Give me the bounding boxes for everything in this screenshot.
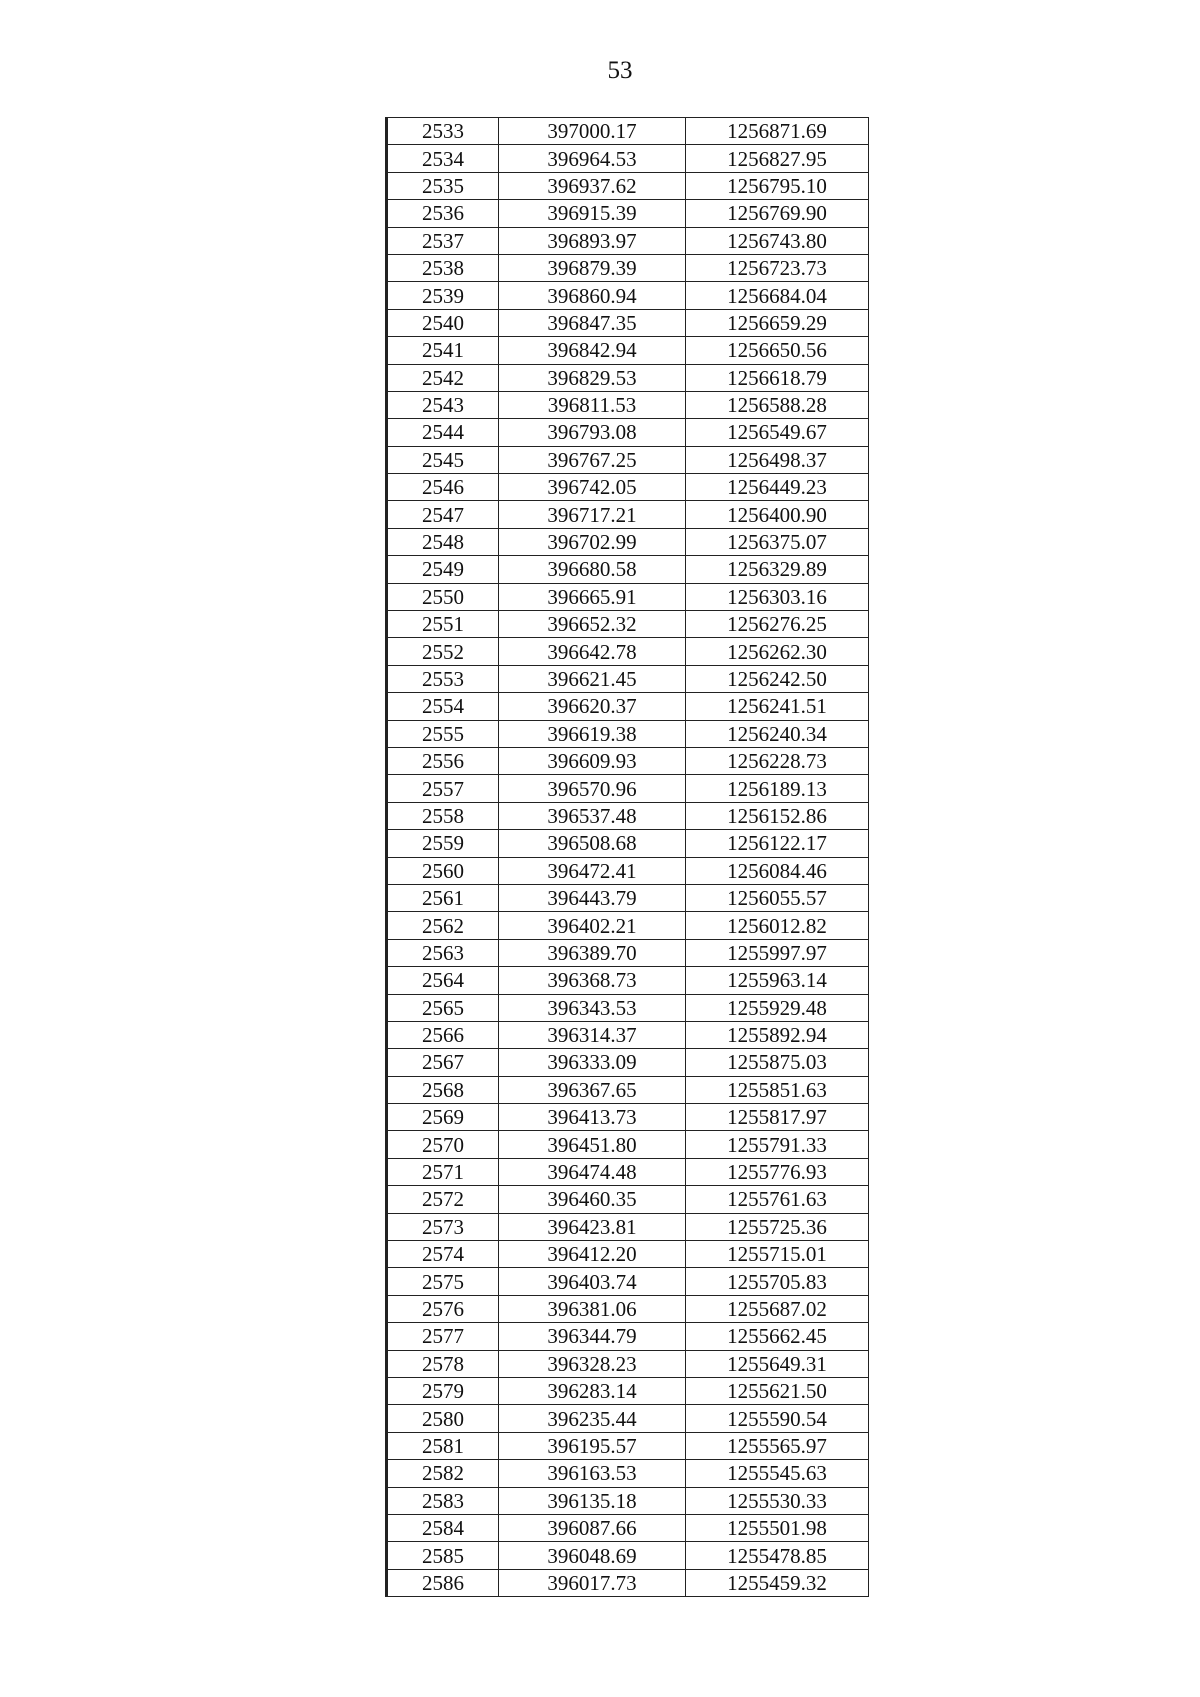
point-number-cell: 2537: [387, 227, 499, 254]
table-row: [387, 1131, 869, 1158]
table-row: [387, 857, 869, 884]
y-coordinate-cell: 1256012.82: [686, 912, 869, 939]
x-coordinate-cell: 396389.70: [499, 939, 686, 966]
table-row: [387, 528, 869, 555]
y-coordinate-cell: 1256498.37: [686, 446, 869, 473]
point-number-cell: 2533: [387, 118, 499, 145]
point-number-cell: 2550: [387, 583, 499, 610]
table-row: [387, 1487, 869, 1514]
y-coordinate-cell: 1255590.54: [686, 1405, 869, 1432]
table-row: [387, 446, 869, 473]
table-row: [387, 501, 869, 528]
x-coordinate-cell: 396381.06: [499, 1295, 686, 1322]
point-number-cell: 2586: [387, 1569, 499, 1596]
x-coordinate-cell: 396619.38: [499, 720, 686, 747]
x-coordinate-cell: 396842.94: [499, 337, 686, 364]
point-number-cell: 2584: [387, 1514, 499, 1541]
x-coordinate-cell: 396642.78: [499, 638, 686, 665]
table-row: [387, 1213, 869, 1240]
coordinates-table: [385, 117, 869, 1597]
y-coordinate-cell: 1256618.79: [686, 364, 869, 391]
x-coordinate-cell: 396333.09: [499, 1049, 686, 1076]
y-coordinate-cell: 1256329.89: [686, 556, 869, 583]
y-coordinate-cell: 1256723.73: [686, 254, 869, 281]
point-number-cell: 2564: [387, 967, 499, 994]
y-coordinate-cell: 1256240.34: [686, 720, 869, 747]
point-number-cell: 2563: [387, 939, 499, 966]
point-number-cell: 2577: [387, 1323, 499, 1350]
point-number-cell: 2576: [387, 1295, 499, 1322]
table-row: [387, 884, 869, 911]
x-coordinate-cell: 396314.37: [499, 1021, 686, 1048]
y-coordinate-cell: 1256659.29: [686, 309, 869, 336]
x-coordinate-cell: 396742.05: [499, 474, 686, 501]
point-number-cell: 2560: [387, 857, 499, 884]
table-row: [387, 1432, 869, 1459]
point-number-cell: 2566: [387, 1021, 499, 1048]
x-coordinate-cell: 396680.58: [499, 556, 686, 583]
point-number-cell: 2567: [387, 1049, 499, 1076]
point-number-cell: 2547: [387, 501, 499, 528]
x-coordinate-cell: 396343.53: [499, 994, 686, 1021]
x-coordinate-cell: 396893.97: [499, 227, 686, 254]
point-number-cell: 2582: [387, 1460, 499, 1487]
x-coordinate-cell: 396570.96: [499, 775, 686, 802]
x-coordinate-cell: 396609.93: [499, 747, 686, 774]
point-number-cell: 2536: [387, 200, 499, 227]
x-coordinate-cell: 396508.68: [499, 830, 686, 857]
x-coordinate-cell: 396879.39: [499, 254, 686, 281]
x-coordinate-cell: 396847.35: [499, 309, 686, 336]
y-coordinate-cell: 1255662.45: [686, 1323, 869, 1350]
table-row: [387, 118, 869, 145]
point-number-cell: 2552: [387, 638, 499, 665]
y-coordinate-cell: 1256189.13: [686, 775, 869, 802]
table-row: [387, 337, 869, 364]
point-number-cell: 2541: [387, 337, 499, 364]
y-coordinate-cell: 1256276.25: [686, 611, 869, 638]
x-coordinate-cell: 396811.53: [499, 391, 686, 418]
x-coordinate-cell: 396451.80: [499, 1131, 686, 1158]
point-number-cell: 2539: [387, 282, 499, 309]
y-coordinate-cell: 1255530.33: [686, 1487, 869, 1514]
table-row: [387, 638, 869, 665]
x-coordinate-cell: 396717.21: [499, 501, 686, 528]
x-coordinate-cell: 396620.37: [499, 693, 686, 720]
table-row: [387, 282, 869, 309]
point-number-cell: 2573: [387, 1213, 499, 1240]
x-coordinate-cell: 396474.48: [499, 1158, 686, 1185]
point-number-cell: 2585: [387, 1542, 499, 1569]
table-row: [387, 1377, 869, 1404]
point-number-cell: 2562: [387, 912, 499, 939]
x-coordinate-cell: 396964.53: [499, 145, 686, 172]
x-coordinate-cell: 396472.41: [499, 857, 686, 884]
y-coordinate-cell: 1256242.50: [686, 665, 869, 692]
table-row: [387, 1405, 869, 1432]
y-coordinate-cell: 1255929.48: [686, 994, 869, 1021]
x-coordinate-cell: 396017.73: [499, 1569, 686, 1596]
y-coordinate-cell: 1256449.23: [686, 474, 869, 501]
point-number-cell: 2535: [387, 172, 499, 199]
table-row: [387, 775, 869, 802]
coordinates-table-body: [387, 118, 869, 1597]
y-coordinate-cell: 1255545.63: [686, 1460, 869, 1487]
y-coordinate-cell: 1256871.69: [686, 118, 869, 145]
table-row: [387, 391, 869, 418]
y-coordinate-cell: 1256262.30: [686, 638, 869, 665]
y-coordinate-cell: 1255687.02: [686, 1295, 869, 1322]
point-number-cell: 2556: [387, 747, 499, 774]
point-number-cell: 2553: [387, 665, 499, 692]
x-coordinate-cell: 396368.73: [499, 967, 686, 994]
table-row: [387, 1186, 869, 1213]
y-coordinate-cell: 1255621.50: [686, 1377, 869, 1404]
x-coordinate-cell: 396367.65: [499, 1076, 686, 1103]
table-row: [387, 172, 869, 199]
table-row: [387, 583, 869, 610]
table-row: [387, 1542, 869, 1569]
y-coordinate-cell: 1256228.73: [686, 747, 869, 774]
table-row: [387, 802, 869, 829]
table-row: [387, 611, 869, 638]
point-number-cell: 2575: [387, 1268, 499, 1295]
point-number-cell: 2581: [387, 1432, 499, 1459]
point-number-cell: 2555: [387, 720, 499, 747]
table-row: [387, 1460, 869, 1487]
y-coordinate-cell: 1255715.01: [686, 1241, 869, 1268]
table-row: [387, 1268, 869, 1295]
x-coordinate-cell: 396412.20: [499, 1241, 686, 1268]
table-row: [387, 1514, 869, 1541]
table-row: [387, 254, 869, 281]
x-coordinate-cell: 396915.39: [499, 200, 686, 227]
table-row: [387, 830, 869, 857]
point-number-cell: 2561: [387, 884, 499, 911]
y-coordinate-cell: 1256400.90: [686, 501, 869, 528]
table-row: [387, 665, 869, 692]
x-coordinate-cell: 396423.81: [499, 1213, 686, 1240]
point-number-cell: 2534: [387, 145, 499, 172]
point-number-cell: 2559: [387, 830, 499, 857]
x-coordinate-cell: 396413.73: [499, 1104, 686, 1131]
y-coordinate-cell: 1255997.97: [686, 939, 869, 966]
y-coordinate-cell: 1255478.85: [686, 1542, 869, 1569]
table-row: [387, 720, 869, 747]
x-coordinate-cell: 396235.44: [499, 1405, 686, 1432]
x-coordinate-cell: 396344.79: [499, 1323, 686, 1350]
table-row: [387, 1158, 869, 1185]
table-row: [387, 1049, 869, 1076]
point-number-cell: 2538: [387, 254, 499, 281]
x-coordinate-cell: 396537.48: [499, 802, 686, 829]
point-number-cell: 2549: [387, 556, 499, 583]
y-coordinate-cell: 1256084.46: [686, 857, 869, 884]
y-coordinate-cell: 1255725.36: [686, 1213, 869, 1240]
y-coordinate-cell: 1256827.95: [686, 145, 869, 172]
point-number-cell: 2558: [387, 802, 499, 829]
y-coordinate-cell: 1255851.63: [686, 1076, 869, 1103]
x-coordinate-cell: 397000.17: [499, 118, 686, 145]
table-row: [387, 474, 869, 501]
x-coordinate-cell: 396283.14: [499, 1377, 686, 1404]
y-coordinate-cell: 1256650.56: [686, 337, 869, 364]
x-coordinate-cell: 396829.53: [499, 364, 686, 391]
point-number-cell: 2565: [387, 994, 499, 1021]
x-coordinate-cell: 396402.21: [499, 912, 686, 939]
y-coordinate-cell: 1256241.51: [686, 693, 869, 720]
table-row: [387, 1350, 869, 1377]
y-coordinate-cell: 1255761.63: [686, 1186, 869, 1213]
table-row: [387, 227, 869, 254]
table-row: [387, 1323, 869, 1350]
y-coordinate-cell: 1255892.94: [686, 1021, 869, 1048]
y-coordinate-cell: 1256152.86: [686, 802, 869, 829]
x-coordinate-cell: 396665.91: [499, 583, 686, 610]
point-number-cell: 2570: [387, 1131, 499, 1158]
point-number-cell: 2542: [387, 364, 499, 391]
point-number-cell: 2568: [387, 1076, 499, 1103]
x-coordinate-cell: 396860.94: [499, 282, 686, 309]
table-row: [387, 145, 869, 172]
x-coordinate-cell: 396443.79: [499, 884, 686, 911]
table-row: [387, 912, 869, 939]
table-row: [387, 364, 869, 391]
point-number-cell: 2574: [387, 1241, 499, 1268]
point-number-cell: 2579: [387, 1377, 499, 1404]
table-row: [387, 200, 869, 227]
y-coordinate-cell: 1255649.31: [686, 1350, 869, 1377]
x-coordinate-cell: 396652.32: [499, 611, 686, 638]
point-number-cell: 2551: [387, 611, 499, 638]
page-number: 53: [607, 57, 633, 84]
table-row: [387, 967, 869, 994]
point-number-cell: 2543: [387, 391, 499, 418]
x-coordinate-cell: 396163.53: [499, 1460, 686, 1487]
y-coordinate-cell: 1256122.17: [686, 830, 869, 857]
table-row: [387, 309, 869, 336]
y-coordinate-cell: 1255501.98: [686, 1514, 869, 1541]
x-coordinate-cell: 396195.57: [499, 1432, 686, 1459]
table-row: [387, 1104, 869, 1131]
y-coordinate-cell: 1255791.33: [686, 1131, 869, 1158]
x-coordinate-cell: 396702.99: [499, 528, 686, 555]
table-row: [387, 1295, 869, 1322]
x-coordinate-cell: 396460.35: [499, 1186, 686, 1213]
point-number-cell: 2546: [387, 474, 499, 501]
point-number-cell: 2548: [387, 528, 499, 555]
point-number-cell: 2569: [387, 1104, 499, 1131]
x-coordinate-cell: 396621.45: [499, 665, 686, 692]
table-row: [387, 556, 869, 583]
x-coordinate-cell: 396087.66: [499, 1514, 686, 1541]
x-coordinate-cell: 396328.23: [499, 1350, 686, 1377]
table-row: [387, 1241, 869, 1268]
point-number-cell: 2572: [387, 1186, 499, 1213]
point-number-cell: 2540: [387, 309, 499, 336]
y-coordinate-cell: 1255776.93: [686, 1158, 869, 1185]
x-coordinate-cell: 396793.08: [499, 419, 686, 446]
y-coordinate-cell: 1256684.04: [686, 282, 869, 309]
table-row: [387, 693, 869, 720]
y-coordinate-cell: 1256588.28: [686, 391, 869, 418]
y-coordinate-cell: 1255817.97: [686, 1104, 869, 1131]
point-number-cell: 2571: [387, 1158, 499, 1185]
x-coordinate-cell: 396403.74: [499, 1268, 686, 1295]
x-coordinate-cell: 396135.18: [499, 1487, 686, 1514]
table-row: [387, 1076, 869, 1103]
y-coordinate-cell: 1256055.57: [686, 884, 869, 911]
table-row: [387, 747, 869, 774]
point-number-cell: 2557: [387, 775, 499, 802]
y-coordinate-cell: 1256375.07: [686, 528, 869, 555]
point-number-cell: 2545: [387, 446, 499, 473]
y-coordinate-cell: 1256743.80: [686, 227, 869, 254]
table-row: [387, 994, 869, 1021]
point-number-cell: 2544: [387, 419, 499, 446]
y-coordinate-cell: 1255705.83: [686, 1268, 869, 1295]
y-coordinate-cell: 1256769.90: [686, 200, 869, 227]
y-coordinate-cell: 1256795.10: [686, 172, 869, 199]
y-coordinate-cell: 1256549.67: [686, 419, 869, 446]
table-row: [387, 419, 869, 446]
y-coordinate-cell: 1256303.16: [686, 583, 869, 610]
point-number-cell: 2580: [387, 1405, 499, 1432]
x-coordinate-cell: 396767.25: [499, 446, 686, 473]
y-coordinate-cell: 1255565.97: [686, 1432, 869, 1459]
x-coordinate-cell: 396937.62: [499, 172, 686, 199]
y-coordinate-cell: 1255963.14: [686, 967, 869, 994]
table-row: [387, 1021, 869, 1048]
y-coordinate-cell: 1255459.32: [686, 1569, 869, 1596]
point-number-cell: 2554: [387, 693, 499, 720]
table-row: [387, 939, 869, 966]
x-coordinate-cell: 396048.69: [499, 1542, 686, 1569]
point-number-cell: 2583: [387, 1487, 499, 1514]
table-row: [387, 1569, 869, 1596]
y-coordinate-cell: 1255875.03: [686, 1049, 869, 1076]
point-number-cell: 2578: [387, 1350, 499, 1377]
